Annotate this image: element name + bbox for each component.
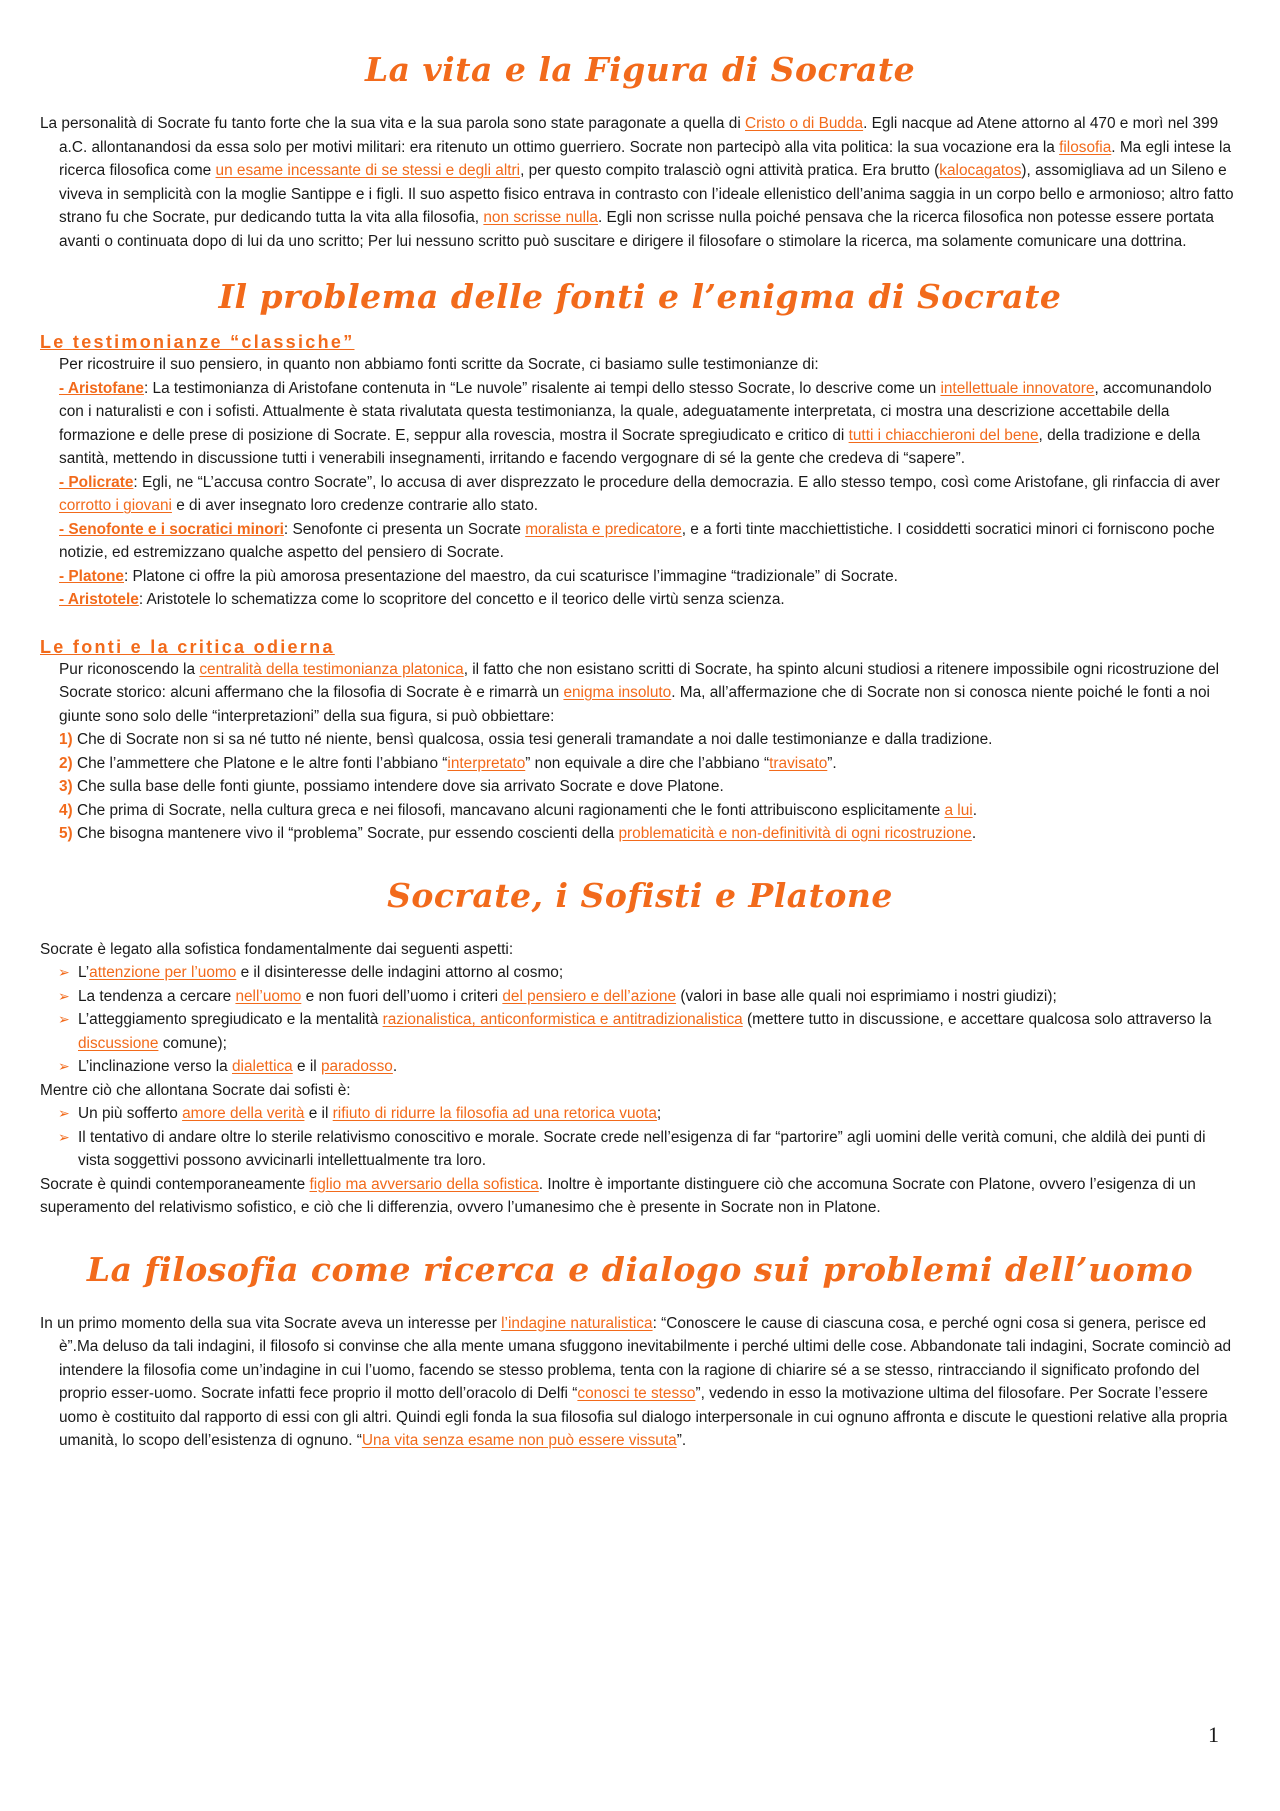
- sofisti-intro: Socrate è legato alla sofistica fondamentalmente dai seguenti aspetti:: [40, 940, 514, 958]
- link-corrotto-giovani[interactable]: corrotto i giovani: [59, 497, 172, 514]
- section-title-fonti: Il problema delle fonti e l’enigma di Socrate: [218, 277, 1062, 316]
- arrow-bullet-icon: ➢: [58, 1011, 70, 1027]
- testimonianze-intro: Per ricostruire il suo pensiero, in quanto non abbiamo fonti scritte da Socrate, ci basiamo sulle testimonianze di:: [59, 356, 819, 373]
- link-non-scrisse-nulla[interactable]: non scrisse nulla: [483, 209, 598, 226]
- link-centralita-platonica[interactable]: centralità della testimonianza platonica: [199, 660, 464, 678]
- link-figlio-avversario[interactable]: figlio ma avversario della sofistica: [309, 1175, 539, 1193]
- list-item: ➢ La tendenza a cercare nell’uomo e non fuori dell’uomo i criteri del pensiero e dell’azione (valori in base alle quali noi esprimiamo i nostri giudizi);: [40, 985, 1240, 1009]
- link-interpretato[interactable]: interpretato: [447, 754, 526, 772]
- list-item: ➢ L’inclinazione verso la dialettica e il paradosso.: [40, 1055, 1240, 1079]
- list-item: ➢ Il tentativo di andare oltre lo sterile relativismo conoscitivo e morale. Socrate crede nell’esigenza di far “partorire” agli uomini delle verità comuni, che aldilà dei punti di vista soggettivi possono avvicinarli intellettualmente tra loro.: [40, 1126, 1240, 1173]
- link-vita-senza-esame[interactable]: Una vita senza esame non può essere vissuta: [361, 1432, 677, 1449]
- item-aristofane: - Aristofane: La testimonianza di Aristofane contenuta in “Le nuvole” risalente ai tempi dello stesso Socrate, lo descrive come un intellettuale innovatore, accomunandolo con i naturalisti e con i sofisti. Attualmente è stata rivalutata questa testimonianza, la quale, adeguatamente interpretata, ci mostra una descrizione accettabile della formazione e delle prese di posizione di Socrate. E, seppur alla rovescia, mostra il Socrate spregiudicato e critico di tutti i chiacchieroni del bene, della tradizione e della santità, mettendo in discussione tutti i venerabili insegnamenti, irritando e facendo vergognare di sé la gente che credeva di “sapere”.: [59, 379, 1212, 467]
- item-platone: - Platone: Platone ci offre la più amorosa presentazione del maestro, da cui scaturisce l’immagine “tradizionale” di Socrate.: [59, 567, 898, 585]
- numbered-item-4: 4) Che prima di Socrate, nella cultura greca e nei filosofi, mancavano alcuni ragionamenti che le fonti attribuiscono esplicitamente a lui.: [59, 801, 977, 819]
- section-title-sofisti: Socrate, i Sofisti e Platone: [387, 875, 893, 915]
- list-aspetti-comuni: [40, 961, 1240, 1079]
- critica-block: [40, 658, 1240, 846]
- document-content: [40, 48, 1240, 1453]
- numbered-item-1: 1) Che di Socrate non si sa né tutto né niente, bensì qualcosa, ossia tesi generali tramandate a noi dalle testimonianze e dalla tradizione.: [59, 731, 993, 748]
- link-conosci-te-stesso[interactable]: conosci te stesso: [577, 1385, 696, 1402]
- list-item: ➢ Un più sofferto amore della verità e il rifiuto di ridurre la filosofia ad una retorica vuota;: [40, 1102, 1240, 1126]
- link-nell-uomo[interactable]: nell’uomo: [235, 987, 302, 1005]
- list-item: ➢ L’atteggiamento spregiudicato e la mentalità razionalistica, anticonformistica e antitradizionalistica (mettere tutto in discussione, e accettare qualcosa solo attraverso la discussione comune);: [40, 1008, 1240, 1055]
- sofisti-mid: Mentre ciò che allontana Socrate dai sofisti è:: [40, 1081, 351, 1099]
- sofisti-conclusion: Socrate è quindi contemporaneamente figlio ma avversario della sofistica. Inoltre è importante distinguere ciò che accomuna Socrate con Platone, ovvero l’esigenza di un superamento del relativismo sofistico, e ciò che li differenzia, ovvero l’umanesimo che è presente in Socrate non in Platone.: [40, 1175, 1196, 1216]
- link-chiacchieroni-del-bene[interactable]: tutti i chiacchieroni del bene: [848, 426, 1039, 444]
- testimonianze-block: [40, 353, 1240, 612]
- arrow-bullet-icon: ➢: [58, 964, 70, 980]
- paragraph-vita: La personalità di Socrate fu tanto forte che la sua vita e la sua parola sono state paragonate a quella di Cristo o di Budda. Egli nacque ad Atene attorno al 470 e morì nel 399 a.C. allontanandosi da essa solo per motivi militari: era ritenuto un ottimo guerriero. Socrate non partecipò alla vita politica: la sua vocazione era la filosofia. Ma egli intese la ricerca filosofica come un esame incessante di se stessi e degli altri, per questo compito tralasciò ogni attività pratica. Era brutto (kalocagatos), assomigliava ad un Sileno e viveva in semplicità con la moglie Santippe e i figli. Il suo aspetto fisico entrava in contrasto con l’ideale ellenistico dell’anima saggia in un corpo bello e armonioso; altro fatto strano fu che Socrate, pur dedicando tutta la vita alla filosofia, non scrisse nulla. Egli non scrisse nulla poiché pensava che la ricerca filosofica non potesse essere portata avanti o continuata dopo di lui da uno scritto; Per lui nessuno scritto può suscitare e dirigere il filosofare o stimolare la ricerca, ma solamente comunicare una dottrina.: [40, 115, 1234, 250]
- link-indagine-naturalistica[interactable]: l’indagine naturalistica: [501, 1314, 653, 1332]
- link-filosofia[interactable]: filosofia: [1059, 138, 1112, 156]
- link-travisato[interactable]: travisato: [769, 754, 828, 772]
- arrow-bullet-icon: ➢: [58, 1105, 70, 1121]
- link-intellettuale-innovatore[interactable]: intellettuale innovatore: [940, 379, 1095, 397]
- item-senofonte: - Senofonte e i socratici minori: Senofonte ci presenta un Socrate moralista e predicatore, e a forti tinte macchiettistiche. I cosiddetti socratici minori ci forniscono poche notizie, ed estremizzano qualche aspetto del pensiero di Socrate.: [59, 520, 1215, 561]
- numbered-item-2: 2) Che l’ammettere che Platone e le altre fonti l’abbiano “interpretato” non equivale a dire che l’abbiano “travisato”.: [59, 754, 837, 772]
- numbered-item-3: 3) Che sulla base delle fonti giunte, possiamo intendere dove sia arrivato Socrate e dove Platone.: [59, 778, 724, 795]
- paragraph-filosofia: In un primo momento della sua vita Socrate aveva un interesse per l’indagine naturalistica: “Conoscere le cause di ciascuna cosa, e perché ogni cosa si genera, perisce ed è”.Ma deluso da tali indagini, il filosofo si convinse che alla mente umana sfuggono inevitabilmente i perché ultimi delle cose. Abbandonate tali indagini, Socrate cominciò ad intendere la filosofia come un’indagine in cui l’uomo, facendo se stesso problema, tenta con la ragione di chiarire sé a se stesso, rintracciando il significato profondo del proprio esser-uomo. Socrate infatti fece proprio il motto dell’oracolo di Delfi “conosci te stesso”, vedendo in esso la motivazione ultima del filosofare. Per Socrate l’essere uomo è costituito dal rapporto di essi con gli altri. Quindi egli fonda la sua filosofia sul dialogo interpersonale in cui ognuno affronta e discute le questioni relative alla propria umanità, lo scopo dell’esistenza di ognuno. “Una vita senza esame non può essere vissuta”.: [40, 1314, 1232, 1449]
- page-number: 1: [1208, 1722, 1219, 1747]
- link-enigma-insoluto[interactable]: enigma insoluto: [563, 684, 672, 701]
- link-kalocagatos[interactable]: kalocagatos: [939, 162, 1022, 179]
- link-amore-verita[interactable]: amore della verità: [182, 1105, 305, 1122]
- list-item: ➢ L’attenzione per l’uomo e il disinteresse delle indagini attorno al cosmo;: [40, 961, 1240, 985]
- numbered-item-5: 5) Che bisogna mantenere vivo il “problema” Socrate, pur essendo coscienti della problematicità e non-definitività di ogni ricostruzione.: [59, 825, 977, 842]
- link-cristo-budda[interactable]: Cristo o di Budda: [745, 115, 864, 132]
- link-a-lui[interactable]: a lui: [944, 801, 973, 819]
- link-discussione[interactable]: discussione: [78, 1034, 159, 1052]
- link-problematicita[interactable]: problematicità e non-definitività di ogni ricostruzione: [618, 825, 972, 842]
- link-pensiero-azione[interactable]: del pensiero e dell’azione: [502, 987, 677, 1005]
- arrow-bullet-icon: ➢: [58, 987, 70, 1004]
- section-title-vita: La vita e la Figura di Socrate: [364, 50, 916, 89]
- list-differenze: [40, 1102, 1240, 1173]
- link-rifiuto-retorica[interactable]: rifiuto di ridurre la filosofia ad una retorica vuota: [332, 1105, 657, 1122]
- arrow-bullet-icon: ➢: [58, 1058, 70, 1074]
- link-dialettica[interactable]: dialettica: [232, 1058, 293, 1075]
- item-policrate: - Policrate: Egli, ne “L’accusa contro Socrate”, lo accusa di aver disprezzato le procedure della democrazia. E allo stesso tempo, così come Aristofane, gli rinfaccia di aver corrotto i giovani e di aver insegnato loro credenze contrarie allo stato.: [59, 473, 1220, 514]
- link-esame-incessante[interactable]: un esame incessante di se stessi e degli altri: [215, 162, 521, 179]
- link-moralista-predicatore[interactable]: moralista e predicatore: [525, 520, 682, 538]
- link-attenzione-uomo[interactable]: attenzione per l’uomo: [89, 964, 237, 981]
- arrow-bullet-icon: ➢: [58, 1128, 70, 1145]
- item-aristotele: - Aristotele: Aristotele lo schematizza come lo scopritore del concetto e il teorico delle virtù senza scienza.: [59, 591, 785, 608]
- link-paradosso[interactable]: paradosso: [320, 1058, 393, 1075]
- subheading-testimonianze: Le testimonianze “classiche”: [40, 332, 355, 352]
- paragraph-critica: Pur riconoscendo la centralità della testimonianza platonica, il fatto che non esistano scritti di Socrate, ha spinto alcuni studiosi a ritenere impossibile ogni ricostruzione del Socrate storico: alcuni affermano che la filosofia di Socrate è e rimarrà un enigma insoluto. Ma, all’affermazione che di Socrate non si conosca niente poiché le fonti a noi giunte sono solo delle “interpretazioni” della sua figura, si può obbiettare:: [59, 660, 1220, 725]
- link-razionalistica[interactable]: razionalistica, anticonformistica e antitradizionalistica: [382, 1011, 743, 1028]
- subheading-critica-odierna: Le fonti e la critica odierna: [40, 636, 335, 657]
- section-title-filosofia: La filosofia come ricerca e dialogo sui problemi dell’uomo: [86, 1249, 1194, 1289]
